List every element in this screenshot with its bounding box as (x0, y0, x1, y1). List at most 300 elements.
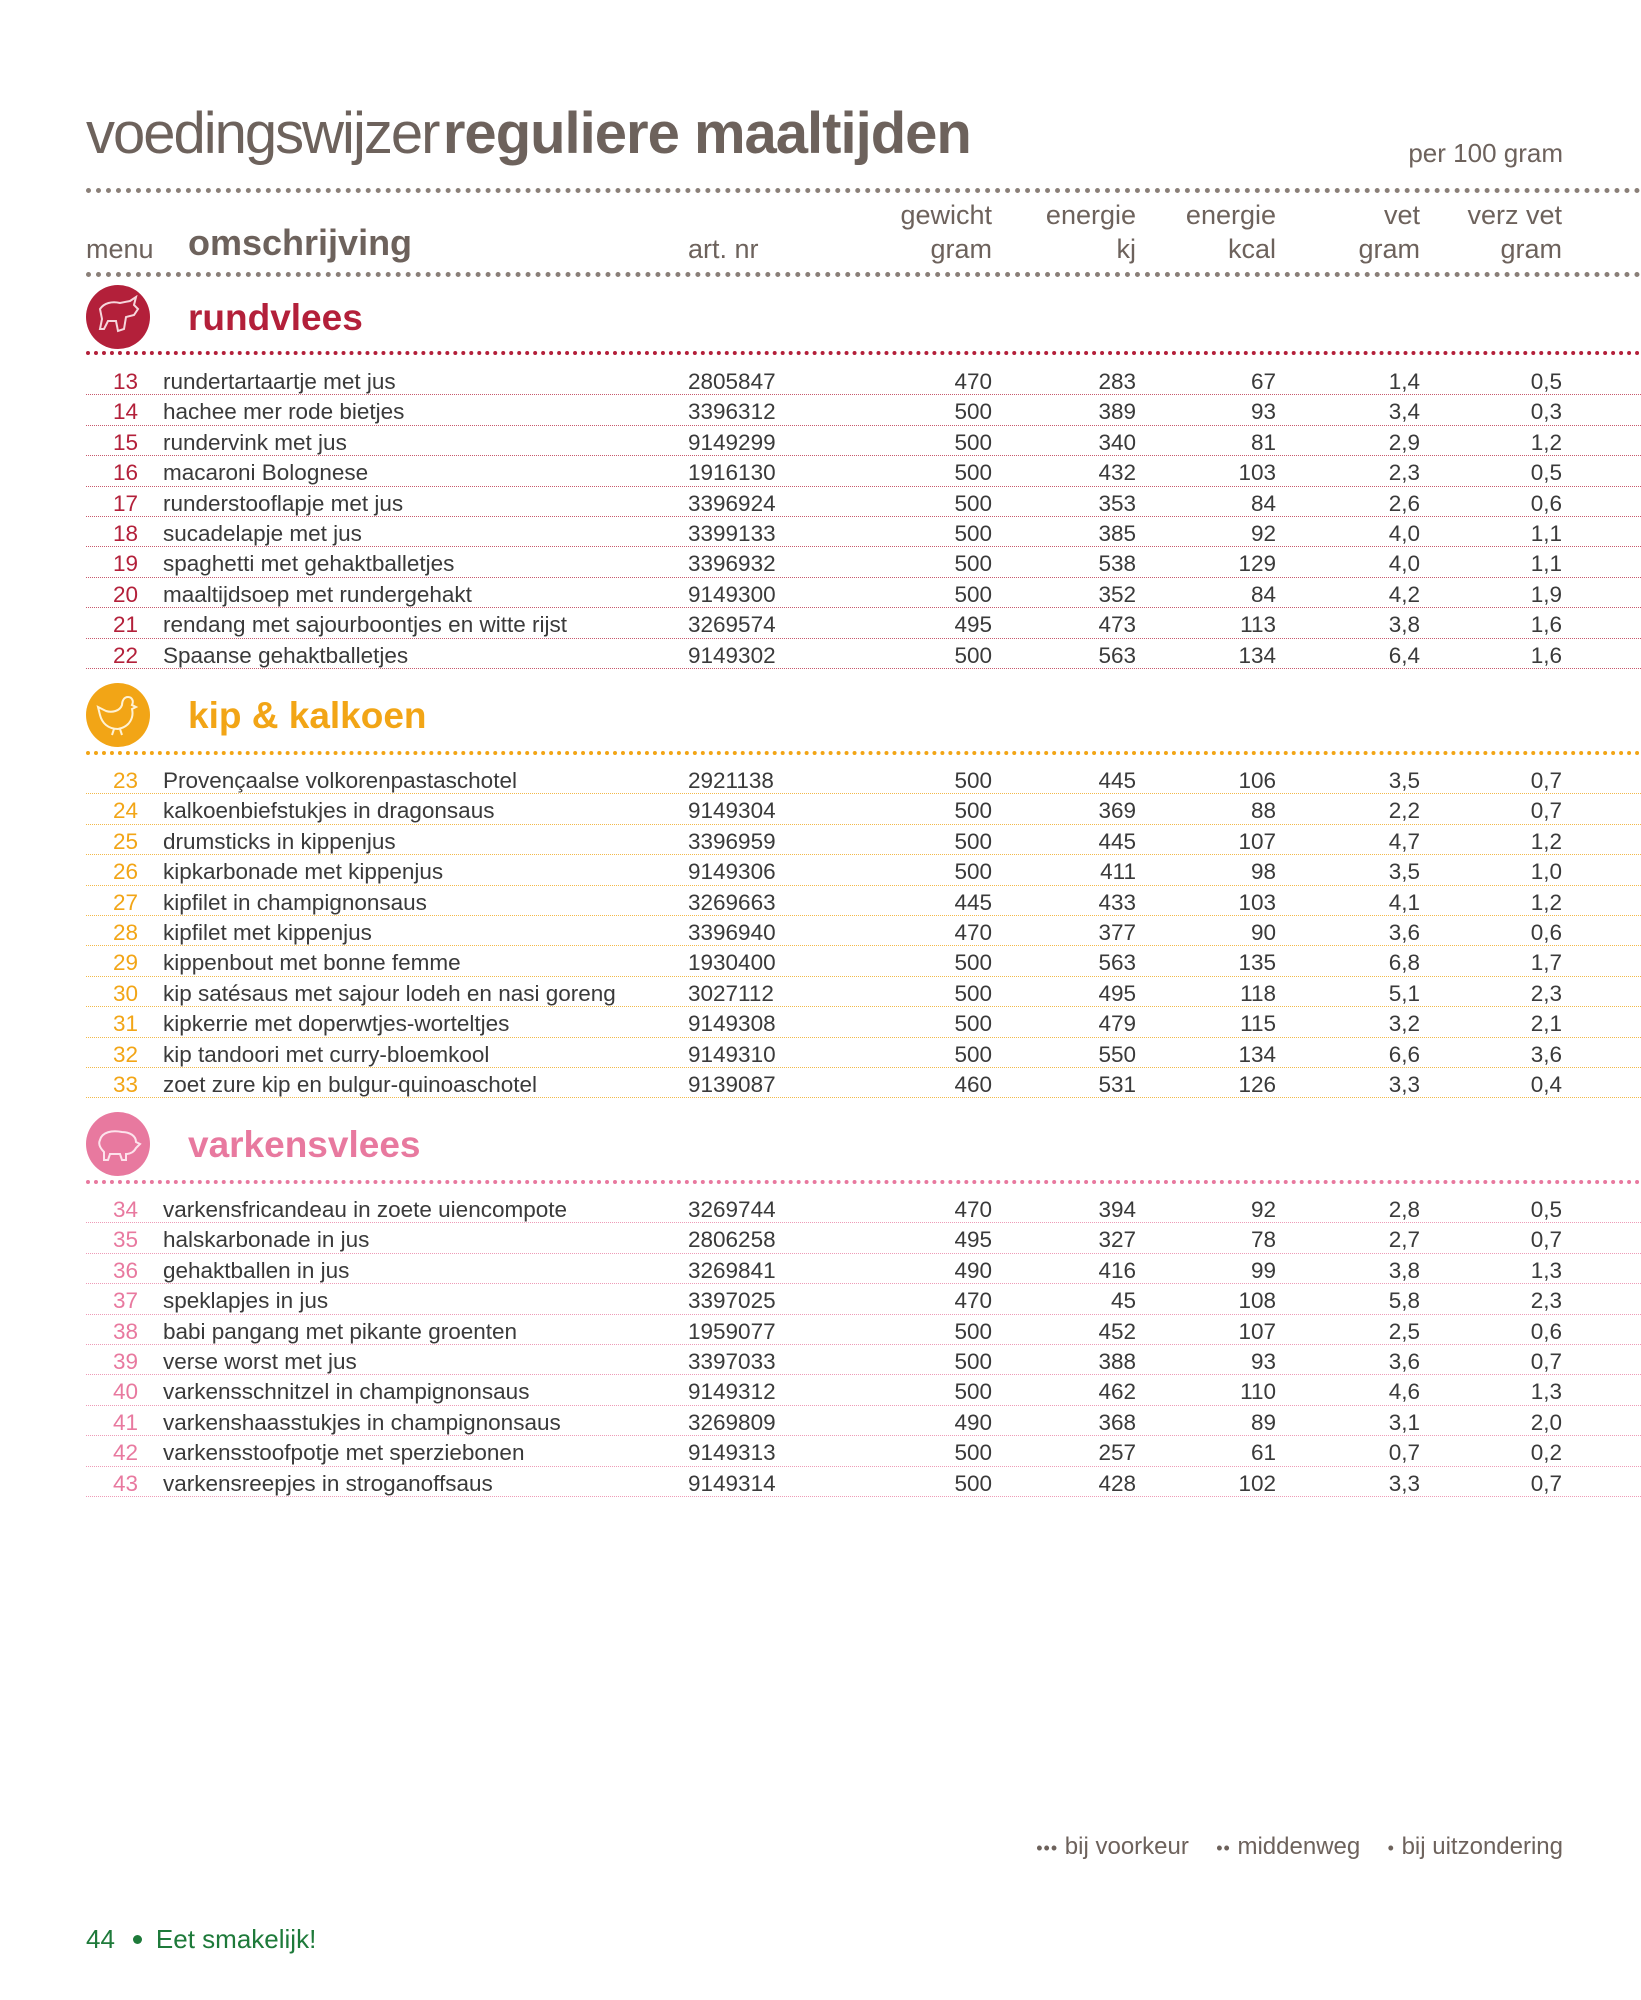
table-row (86, 1223, 1641, 1253)
cell-saturated-fat: 0,6 (1530, 1318, 1562, 1344)
cell-energy-kj: 445 (1098, 768, 1136, 793)
cell-energy-kj: 495 (1098, 980, 1136, 1006)
cell-energy-kj: 445 (1098, 828, 1136, 854)
cell-menu-number: 39 (112, 1348, 138, 1374)
section-chicken-rows (86, 764, 1641, 1098)
cell-menu-number: 36 (112, 1257, 138, 1283)
cell-weight: 500 (954, 768, 992, 793)
cell-energy-kcal: 126 (1238, 1071, 1276, 1097)
table-row (86, 487, 1641, 517)
cell-energy-kcal: 84 (1250, 490, 1276, 516)
cell-article-number: 9149314 (688, 1470, 776, 1496)
cell-weight: 500 (954, 1440, 992, 1466)
cell-article-number: 3396312 (688, 399, 776, 425)
cell-saturated-fat: 2,0 (1530, 1409, 1562, 1435)
cell-weight: 500 (954, 950, 992, 976)
cell-fat: 2,3 (1388, 460, 1420, 486)
cell-fat: 0,7 (1388, 1440, 1420, 1466)
cell-article-number: 2806258 (688, 1227, 776, 1253)
cell-energy-kcal: 61 (1250, 1440, 1276, 1466)
cell-description: babi pangang met pikante groenten (163, 1318, 518, 1344)
cell-menu-number: 29 (112, 950, 138, 976)
cell-fat: 3,5 (1388, 768, 1420, 793)
cell-article-number: 2921138 (688, 768, 774, 793)
legend-label-3: bij uitzondering (1401, 1833, 1563, 1860)
cell-fat: 3,4 (1388, 399, 1420, 425)
col-header-fat-line2: gram (1358, 234, 1420, 264)
cell-article-number: 3396932 (688, 551, 776, 577)
col-header-weight (850, 198, 992, 266)
table-row (86, 946, 1641, 976)
col-header-energy-kcal-line2: kcal (1227, 234, 1276, 264)
cell-saturated-fat: 0,6 (1530, 919, 1562, 945)
cell-description: maaltijdsoep met rundergehakt (163, 581, 472, 607)
cell-saturated-fat: 0,7 (1530, 798, 1562, 824)
cell-article-number: 3269744 (688, 1197, 776, 1222)
page-title (86, 100, 1566, 180)
cell-energy-kcal: 108 (1238, 1288, 1276, 1314)
cell-menu-number: 18 (112, 520, 138, 546)
cell-weight: 500 (954, 1011, 992, 1037)
cell-energy-kcal: 78 (1250, 1227, 1276, 1253)
cell-fat: 6,4 (1388, 642, 1420, 668)
cell-description: drumsticks in kippenjus (163, 828, 396, 854)
cell-weight: 500 (954, 859, 992, 885)
col-header-sat-fat-line1: verz vet (1467, 200, 1562, 230)
cell-description: varkensschnitzel in champignonsaus (163, 1379, 530, 1405)
cell-article-number: 3396959 (688, 828, 776, 854)
cell-description: hachee mer rode bietjes (163, 399, 405, 425)
cell-weight: 500 (954, 429, 992, 455)
cell-fat: 3,6 (1388, 919, 1420, 945)
cell-article-number: 3027112 (688, 980, 774, 1006)
cell-energy-kj: 531 (1098, 1071, 1136, 1097)
cell-energy-kcal: 106 (1238, 768, 1276, 793)
legend-dots-3: • (1387, 1838, 1395, 1858)
cell-saturated-fat: 2,1 (1530, 1011, 1562, 1037)
cell-energy-kj: 389 (1098, 399, 1136, 425)
cell-energy-kcal: 90 (1250, 919, 1276, 945)
title-bold: reguliere maaltijden (442, 101, 971, 166)
cell-energy-kcal: 118 (1240, 980, 1276, 1006)
cell-weight: 500 (954, 1041, 992, 1067)
cell-energy-kcal: 92 (1250, 1197, 1276, 1222)
cell-fat: 2,9 (1388, 429, 1420, 455)
cell-energy-kcal: 103 (1238, 460, 1276, 486)
cell-energy-kcal: 99 (1250, 1257, 1276, 1283)
cell-fat: 3,2 (1388, 1011, 1420, 1037)
cow-icon (86, 285, 150, 349)
cell-menu-number: 14 (112, 399, 138, 425)
cell-description: verse worst met jus (163, 1348, 357, 1374)
table-row (86, 639, 1641, 669)
table-row (86, 1193, 1641, 1223)
table-row (86, 1345, 1641, 1375)
cell-description: rundertartaartje met jus (163, 369, 396, 394)
table-row (86, 365, 1641, 395)
cell-article-number: 3397025 (688, 1288, 776, 1314)
cell-weight: 495 (954, 612, 992, 638)
col-header-sat-fat (1410, 198, 1562, 266)
row-divider (86, 1496, 1641, 1497)
cell-description: varkensfricandeau in zoete uiencompote (163, 1197, 568, 1222)
cell-fat: 6,6 (1388, 1041, 1420, 1067)
cell-article-number: 1959077 (688, 1318, 776, 1344)
section-beef-header (86, 285, 1641, 355)
cell-description: runderstooflapje met jus (163, 490, 404, 516)
cell-energy-kj: 388 (1098, 1348, 1136, 1374)
table-row (86, 1406, 1641, 1436)
cell-energy-kcal: 113 (1240, 612, 1276, 638)
table-row (86, 764, 1641, 794)
cell-energy-kj: 538 (1098, 551, 1136, 577)
legend-dots-1: ••• (1036, 1838, 1059, 1858)
col-header-weight-line1: gewicht (900, 200, 992, 230)
cell-fat: 5,8 (1388, 1288, 1420, 1314)
section-pork-rule (86, 1180, 1641, 1184)
col-header-energy-kcal-line1: energie (1185, 200, 1276, 230)
col-header-energy-kj (990, 198, 1136, 266)
cell-saturated-fat: 0,5 (1530, 369, 1562, 394)
cell-weight: 500 (954, 798, 992, 824)
cell-fat: 3,8 (1388, 612, 1420, 638)
cell-saturated-fat: 1,0 (1530, 859, 1562, 885)
cell-fat: 4,0 (1388, 520, 1420, 546)
cell-article-number: 3399133 (688, 520, 776, 546)
cell-article-number: 9149312 (688, 1379, 776, 1405)
table-row (86, 578, 1641, 608)
col-header-energy-kj-line1: energie (1045, 200, 1136, 230)
cell-saturated-fat: 1,1 (1530, 520, 1562, 546)
cell-description: zoet zure kip en bulgur-quinoaschotel (163, 1071, 537, 1097)
cell-weight: 500 (954, 1348, 992, 1374)
cell-energy-kj: 369 (1098, 798, 1136, 824)
cell-weight: 500 (954, 828, 992, 854)
cell-saturated-fat: 1,2 (1530, 828, 1562, 854)
cell-saturated-fat: 1,6 (1530, 612, 1562, 638)
col-header-energy-kcal (1130, 198, 1276, 266)
cell-article-number: 9149310 (688, 1041, 776, 1067)
table-row (86, 1284, 1641, 1314)
cell-fat: 3,3 (1388, 1071, 1420, 1097)
cell-article-number: 9149299 (688, 429, 776, 455)
cell-fat: 2,5 (1388, 1318, 1420, 1344)
table-row (86, 1375, 1641, 1405)
cell-fat: 2,8 (1388, 1197, 1420, 1222)
cell-weight: 500 (954, 1470, 992, 1496)
cell-energy-kcal: 92 (1250, 520, 1276, 546)
pig-icon (86, 1112, 150, 1176)
cell-menu-number: 43 (112, 1470, 138, 1496)
table-row (86, 1068, 1641, 1098)
section-beef-title: rundvlees (188, 297, 363, 338)
cell-saturated-fat: 1,2 (1530, 889, 1562, 915)
cell-energy-kcal: 81 (1250, 429, 1276, 455)
cell-energy-kj: 45 (1110, 1288, 1136, 1314)
col-header-fat (1270, 198, 1420, 266)
cell-saturated-fat: 0,2 (1530, 1440, 1562, 1466)
section-chicken-rule (86, 751, 1641, 755)
cell-energy-kcal: 134 (1238, 1041, 1276, 1067)
cell-energy-kj: 257 (1098, 1440, 1136, 1466)
footer-bullet (133, 1935, 142, 1944)
cell-fat: 3,1 (1388, 1409, 1420, 1435)
cell-weight: 495 (954, 1227, 992, 1253)
cell-description: kipfilet in champignonsaus (163, 889, 427, 915)
cell-weight: 500 (954, 460, 992, 486)
col-header-weight-line2: gram (930, 234, 992, 264)
cell-weight: 470 (954, 919, 992, 945)
cell-energy-kj: 377 (1098, 919, 1136, 945)
cell-article-number: 9149300 (688, 581, 776, 607)
cell-weight: 500 (954, 581, 992, 607)
footer-text: Eet smakelijk! (155, 1924, 317, 1954)
cell-energy-kj: 352 (1098, 581, 1136, 607)
cell-article-number: 3269574 (688, 612, 776, 638)
table-row (86, 1467, 1641, 1497)
legend (1036, 1833, 1563, 1861)
cell-fat: 3,6 (1388, 1348, 1420, 1374)
cell-energy-kcal: 129 (1238, 551, 1276, 577)
cell-weight: 500 (954, 1318, 992, 1344)
cell-description: varkensreepjes in stroganoffsaus (163, 1470, 493, 1496)
cell-energy-kj: 368 (1098, 1409, 1136, 1435)
cell-menu-number: 20 (112, 581, 138, 607)
cell-saturated-fat: 1,2 (1530, 429, 1562, 455)
cell-saturated-fat: 2,3 (1530, 1288, 1562, 1314)
cell-energy-kcal: 93 (1250, 1348, 1276, 1374)
cell-article-number: 9149302 (688, 642, 776, 668)
cell-article-number: 3269841 (688, 1257, 776, 1283)
cell-saturated-fat: 1,9 (1530, 581, 1562, 607)
table-row (86, 886, 1641, 916)
table-row (86, 517, 1641, 547)
cell-saturated-fat: 0,5 (1530, 460, 1562, 486)
legend-label-1: bij voorkeur (1064, 1833, 1189, 1860)
title-light: voedingswijzer (86, 101, 439, 166)
cell-energy-kj: 432 (1098, 460, 1136, 486)
cell-menu-number: 42 (112, 1440, 138, 1466)
cell-energy-kcal: 107 (1238, 828, 1276, 854)
cell-energy-kj: 416 (1098, 1257, 1136, 1283)
cell-saturated-fat: 1,7 (1530, 950, 1562, 976)
cell-description: kipfilet met kippenjus (163, 919, 372, 945)
cell-saturated-fat: 0,6 (1530, 490, 1562, 516)
cell-fat: 4,6 (1388, 1379, 1420, 1405)
cell-energy-kcal: 115 (1240, 1011, 1276, 1037)
cell-article-number: 1930400 (688, 950, 776, 976)
cell-saturated-fat: 0,3 (1530, 399, 1562, 425)
cell-energy-kj: 283 (1098, 369, 1136, 394)
cell-menu-number: 33 (112, 1071, 138, 1097)
cell-energy-kj: 340 (1098, 429, 1136, 455)
cell-description: halskarbonade in jus (163, 1227, 370, 1253)
cell-menu-number: 34 (112, 1197, 138, 1222)
cell-weight: 460 (954, 1071, 992, 1097)
cell-weight: 500 (954, 399, 992, 425)
page-number: 44 (86, 1924, 115, 1954)
cell-weight: 470 (954, 369, 992, 394)
cell-weight: 500 (954, 1379, 992, 1405)
cell-description: kip tandoori met curry-bloemkool (163, 1041, 490, 1067)
cell-saturated-fat: 0,4 (1530, 1071, 1562, 1097)
cell-weight: 470 (954, 1197, 992, 1222)
cell-menu-number: 30 (112, 980, 138, 1006)
cell-energy-kcal: 107 (1238, 1318, 1276, 1344)
cell-menu-number: 32 (112, 1041, 138, 1067)
cell-description: varkensstoofpotje met sperziebonen (163, 1440, 525, 1466)
cell-energy-kj: 550 (1098, 1041, 1136, 1067)
cell-article-number: 1916130 (688, 460, 776, 486)
footer (86, 1924, 316, 1955)
cell-menu-number: 23 (112, 768, 138, 793)
cell-article-number: 3397033 (688, 1348, 776, 1374)
cell-fat: 3,8 (1388, 1257, 1420, 1283)
cell-menu-number: 40 (112, 1379, 138, 1405)
cell-saturated-fat: 2,3 (1530, 980, 1562, 1006)
cell-energy-kj: 473 (1098, 612, 1136, 638)
cell-description: rundervink met jus (163, 429, 347, 455)
cell-menu-number: 35 (112, 1227, 138, 1253)
table-row (86, 1436, 1641, 1466)
cell-fat: 3,3 (1388, 1470, 1420, 1496)
cell-menu-number: 25 (112, 828, 138, 854)
col-header-menu: menu (86, 234, 154, 264)
cell-fat: 2,6 (1388, 490, 1420, 516)
cell-saturated-fat: 0,7 (1530, 768, 1562, 793)
legend-label-2: middenweg (1237, 1833, 1361, 1860)
cell-menu-number: 41 (112, 1409, 138, 1435)
cell-saturated-fat: 0,5 (1530, 1197, 1562, 1222)
table-row (86, 608, 1641, 638)
cell-energy-kj: 353 (1098, 490, 1136, 516)
cell-energy-kj: 452 (1098, 1318, 1136, 1344)
cell-menu-number: 38 (112, 1318, 138, 1344)
cell-saturated-fat: 0,7 (1530, 1227, 1562, 1253)
section-pork-rows (86, 1193, 1641, 1497)
cell-description: rendang met sajourboontjes en witte rijst (163, 612, 567, 638)
col-header-description: omschrijving (188, 222, 413, 263)
table-row (86, 855, 1641, 885)
cell-description: spaghetti met gehaktballetjes (163, 551, 455, 577)
cell-description: kippenbout met bonne femme (163, 950, 461, 976)
cell-weight: 500 (954, 490, 992, 516)
table-row (86, 426, 1641, 456)
cell-energy-kcal: 135 (1238, 950, 1276, 976)
cell-energy-kcal: 93 (1250, 399, 1276, 425)
cell-menu-number: 17 (112, 490, 138, 516)
cell-weight: 490 (954, 1409, 992, 1435)
cell-article-number: 9149304 (688, 798, 776, 824)
table-row (86, 794, 1641, 824)
cell-description: kipkerrie met doperwtjes-worteltjes (163, 1011, 510, 1037)
cell-description: kalkoenbiefstukjes in dragonsaus (163, 798, 495, 824)
col-header-sat-fat-line2: gram (1500, 234, 1562, 264)
cell-article-number: 9149308 (688, 1011, 776, 1037)
cell-saturated-fat: 1,3 (1530, 1379, 1562, 1405)
cell-weight: 500 (954, 980, 992, 1006)
cell-menu-number: 27 (112, 889, 138, 915)
table-row (86, 1007, 1641, 1037)
cell-fat: 4,2 (1388, 581, 1420, 607)
cell-energy-kj: 563 (1098, 642, 1136, 668)
cell-energy-kj: 479 (1098, 1011, 1136, 1037)
cell-description: Provençaalse volkorenpastaschotel (163, 768, 517, 793)
cell-description: varkenshaasstukjes in champignonsaus (163, 1409, 561, 1435)
table-row (86, 916, 1641, 946)
cell-menu-number: 16 (112, 460, 138, 486)
cell-energy-kcal: 110 (1240, 1379, 1276, 1405)
section-chicken-header (86, 683, 1641, 753)
cell-fat: 5,1 (1388, 980, 1420, 1006)
col-header-art: art. nr (688, 234, 759, 264)
cell-menu-number: 13 (112, 369, 138, 394)
cell-saturated-fat: 1,6 (1530, 642, 1562, 668)
cell-article-number: 3269663 (688, 889, 776, 915)
cell-energy-kj: 462 (1098, 1379, 1136, 1405)
cell-menu-number: 19 (112, 551, 138, 577)
cell-description: kip satésaus met sajour lodeh en nasi goreng (163, 980, 616, 1006)
cell-description: macaroni Bolognese (163, 460, 369, 486)
section-beef-rows (86, 365, 1641, 669)
table-row (86, 456, 1641, 486)
cell-description: kipkarbonade met kippenjus (163, 859, 444, 885)
cell-article-number: 3269809 (688, 1409, 776, 1435)
cell-menu-number: 22 (112, 642, 138, 668)
table-row (86, 547, 1641, 577)
cell-energy-kcal: 67 (1250, 369, 1276, 394)
col-header-fat-line1: vet (1383, 200, 1420, 230)
cell-fat: 4,7 (1388, 828, 1420, 854)
table-row (86, 825, 1641, 855)
row-divider (86, 1097, 1641, 1098)
cell-fat: 2,7 (1388, 1227, 1420, 1253)
header-top-rule (86, 188, 1641, 193)
table-row (86, 977, 1641, 1007)
cell-weight: 500 (954, 642, 992, 668)
cell-description: speklapjes in jus (163, 1288, 329, 1314)
cell-weight: 500 (954, 551, 992, 577)
table-row (86, 395, 1641, 425)
cell-weight: 490 (954, 1257, 992, 1283)
cell-fat: 3,5 (1388, 859, 1420, 885)
cell-article-number: 9139087 (688, 1071, 776, 1097)
section-pork-header (86, 1112, 1641, 1182)
legend-dots-2: •• (1216, 1838, 1231, 1858)
section-beef-rule (86, 351, 1641, 355)
cell-menu-number: 28 (112, 919, 138, 945)
cell-description: gehaktballen in jus (163, 1257, 350, 1283)
section-pork-title: varkensvlees (188, 1124, 421, 1165)
cell-energy-kcal: 88 (1250, 798, 1276, 824)
cell-article-number: 9149306 (688, 859, 776, 885)
cell-energy-kj: 433 (1098, 889, 1136, 915)
cell-article-number: 3396924 (688, 490, 776, 516)
cell-fat: 6,8 (1388, 950, 1420, 976)
cell-energy-kcal: 134 (1238, 642, 1276, 668)
cell-saturated-fat: 0,7 (1530, 1470, 1562, 1496)
table-row (86, 1038, 1641, 1068)
cell-energy-kj: 563 (1098, 950, 1136, 976)
cell-weight: 470 (954, 1288, 992, 1314)
cell-menu-number: 31 (112, 1011, 138, 1037)
cell-description: Spaanse gehaktballetjes (163, 642, 409, 668)
cell-saturated-fat: 1,3 (1530, 1257, 1562, 1283)
cell-saturated-fat: 0,7 (1530, 1348, 1562, 1374)
cell-description: sucadelapje met jus (163, 520, 362, 546)
cell-energy-kcal: 102 (1238, 1470, 1276, 1496)
cell-saturated-fat: 1,1 (1530, 551, 1562, 577)
